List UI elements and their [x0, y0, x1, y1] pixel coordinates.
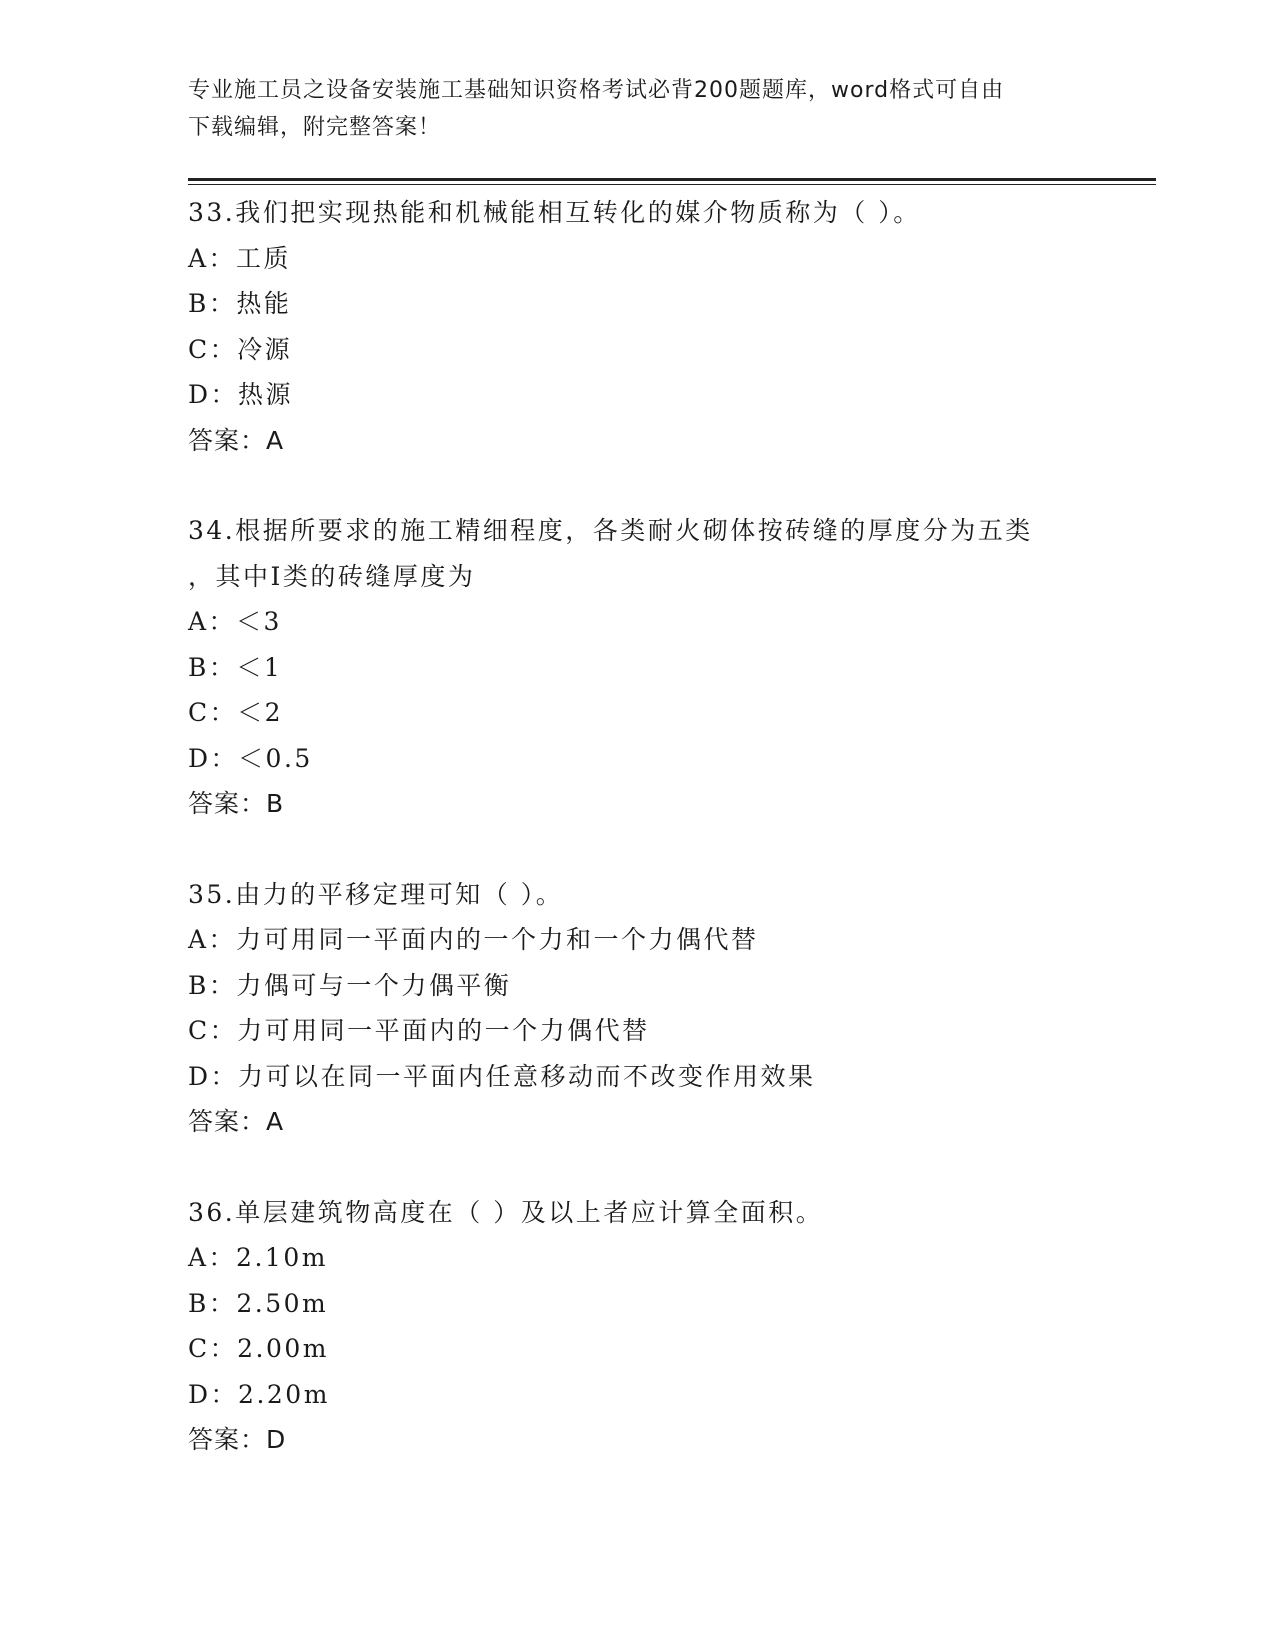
option-c: C：力可用同一平面内的一个力偶代替: [188, 1016, 650, 1045]
question-stem: 34.根据所要求的施工精细程度，各类耐火砌体按砖缝的厚度分为五类 ，其中Ⅰ类的砖缝厚度为: [188, 516, 1033, 591]
option-c: C：2.00m: [188, 1334, 329, 1363]
answer: 答案：B: [188, 789, 285, 818]
option-d: D：热源: [188, 380, 294, 409]
header-divider-thick: [188, 178, 1156, 181]
document-header: [188, 72, 1068, 146]
question-36: [188, 1190, 1088, 1463]
option-b: B：热能: [188, 289, 292, 318]
question-list: [188, 190, 1088, 1508]
option-a: A：＜3: [188, 607, 282, 636]
header-divider-thin: [188, 184, 1156, 185]
option-b: B：力偶可与一个力偶平衡: [188, 970, 512, 1000]
header-line-2: 下载编辑，附完整答案！: [188, 115, 442, 140]
question-33: [188, 190, 1088, 463]
answer: 答案：A: [188, 1107, 285, 1136]
option-a: A：工质: [188, 243, 292, 273]
option-b: B：2.50m: [188, 1288, 329, 1318]
question-stem: 33.我们把实现热能和机械能相互转化的媒介物质称为（ ）。: [188, 198, 921, 227]
header-line-1: 专业施工员之设备安装施工基础知识资格考试必背200题题库，word格式可自由: [188, 78, 1005, 103]
option-c: C：＜2: [188, 698, 284, 727]
option-d: D：＜0.5: [188, 743, 313, 773]
option-c: C：冷源: [188, 334, 293, 364]
answer: 答案：A: [188, 425, 285, 455]
option-d: D：2.20m: [188, 1379, 330, 1409]
option-a: A：力可用同一平面内的一个力和一个力偶代替: [188, 925, 759, 954]
question-stem: 35.由力的平移定理可知（ ）。: [188, 879, 564, 909]
option-b: B：＜1: [188, 652, 283, 682]
question-stem: 36.单层建筑物高度在（ ）及以上者应计算全面积。: [188, 1197, 824, 1227]
option-a: A：2.10m: [188, 1243, 328, 1272]
answer: 答案：D: [188, 1425, 287, 1454]
question-35: [188, 872, 1088, 1145]
option-d: D：力可以在同一平面内任意移动而不改变作用效果: [188, 1061, 816, 1091]
question-34: [188, 508, 1088, 827]
